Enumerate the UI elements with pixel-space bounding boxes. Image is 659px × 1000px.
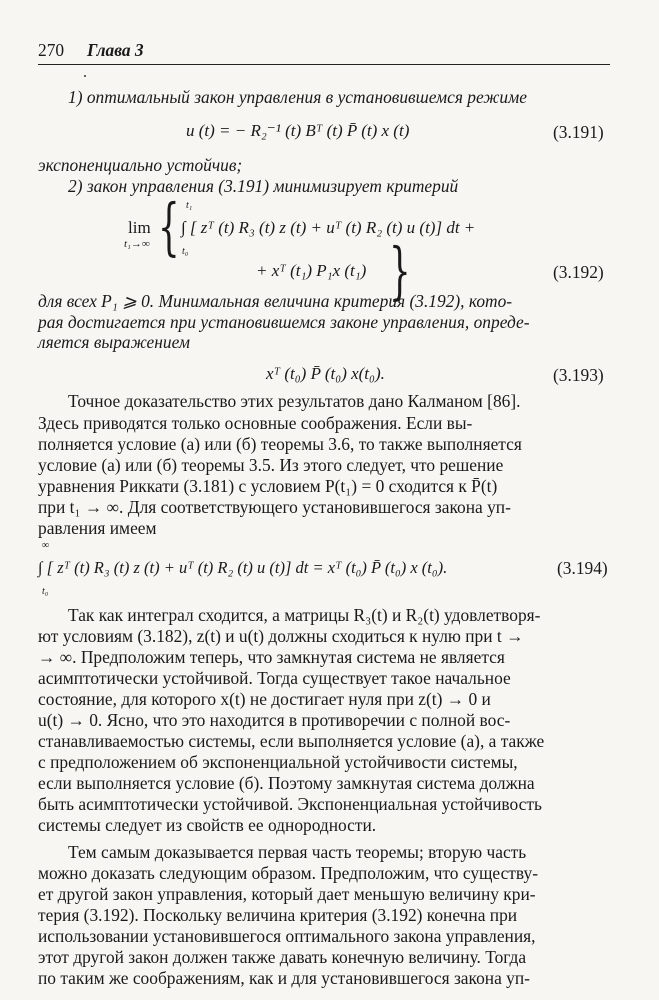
statement-2: 2) закон управления (3.191) минимизирует критерий bbox=[68, 176, 459, 196]
equation-3-191: u (t) = − R₂⁻¹ (t) Bᵀ (t) P̄ (t) x (t) bbox=[186, 121, 410, 140]
text-line: ет другой закон управления, который дает меньшую величину кри- bbox=[38, 884, 536, 904]
text-line: → ∞. Предположим теперь, что замкнутая система не является bbox=[38, 647, 505, 667]
text-line: этот другой закон должен также давать конечную величину. Тогда bbox=[38, 947, 527, 967]
chapter-title: Глава 3 bbox=[87, 40, 144, 60]
limit-subscript: t₁→∞ bbox=[124, 238, 150, 250]
equation-3-192-line1: ∫ [ zᵀ (t) R₃ (t) z (t) + uᵀ (t) R₂ (t) u (t)] dt + bbox=[181, 218, 476, 237]
integral-upper-limit: t₁ bbox=[186, 200, 193, 211]
text-line: равления имеем bbox=[38, 518, 157, 538]
equation-number-3-193: (3.193) bbox=[553, 365, 604, 385]
statement-1-cont: экспоненциально устойчив; bbox=[38, 155, 243, 175]
integral-lower-limit: t₀ bbox=[42, 586, 49, 597]
statement-2-cont-3: ляется выражением bbox=[38, 332, 190, 352]
text-line: если выполняется условие (б). Поэтому замкнутая система должна bbox=[38, 773, 535, 793]
text-line: условие (а) или (б) теоремы 3.5. Из этого следует, что решение bbox=[38, 455, 504, 475]
equation-number-3-191: (3.191) bbox=[553, 122, 604, 142]
right-brace: } bbox=[389, 234, 411, 307]
text-line: u(t) → 0. Ясно, что это находится в противоречии с полной вос- bbox=[38, 710, 511, 730]
left-brace: { bbox=[158, 190, 180, 263]
equation-number-3-192: (3.192) bbox=[553, 262, 604, 282]
limit-operator: lim bbox=[128, 218, 151, 237]
text-line: состояние, для которого x(t) не достигает нуля при z(t) → 0 и bbox=[38, 689, 491, 709]
text-line: асимптотически устойчивой. Тогда существует такое начальное bbox=[38, 668, 511, 688]
integral-lower-limit: t₀ bbox=[182, 246, 189, 257]
integral-upper-limit: ∞ bbox=[42, 540, 50, 551]
text-line: по таким же соображениям, как и для установившегося закона уп- bbox=[38, 968, 530, 988]
page-number: 270 bbox=[38, 40, 65, 60]
text-line: станавливаемостью системы, если выполняется условие (а), а также bbox=[38, 731, 545, 751]
text-line: быть асимптотически устойчивой. Экспоненциальная устойчивость bbox=[38, 794, 542, 814]
equation-3-193: xᵀ (t₀) P̄ (t₀) x(t₀). bbox=[266, 364, 385, 383]
text-line: терия (3.192). Поскольку величина критерия (3.192) конечна при bbox=[38, 905, 518, 925]
text-line: при t₁ → ∞. Для соответствующего установившегося закона уп- bbox=[38, 497, 511, 517]
header-rule bbox=[38, 64, 610, 65]
equation-3-194: ∫ [ zᵀ (t) R₃ (t) z (t) + uᵀ (t) R₂ (t) u (t)] dt = xᵀ (t₀) P̄ (t₀) x (t₀). bbox=[38, 558, 448, 577]
text-line: Здесь приводятся только основные соображения. Если вы- bbox=[38, 413, 473, 433]
text-line: можно доказать следующим образом. Предположим, что существу- bbox=[38, 863, 538, 883]
text-line: системы следует из свойств ее однородности. bbox=[38, 815, 377, 835]
text-line: использовании установившегося оптимального закона управления, bbox=[38, 926, 536, 946]
statement-2-cont-2: рая достигается при установившемся законе управления, опреде- bbox=[38, 312, 530, 332]
equation-number-3-194: (3.194) bbox=[557, 558, 608, 578]
text-line: Так как интеграл сходится, а матрицы R₃(t) и R₂(t) удовлетворя- bbox=[68, 605, 541, 625]
text-line: ют условиям (3.182), z(t) и u(t) должны сходиться к нулю при t → bbox=[38, 626, 524, 646]
statement-1: 1) оптимальный закон управления в установившемся режиме bbox=[68, 87, 527, 107]
text-line: с предположением об экспоненциальной устойчивости системы, bbox=[38, 752, 518, 772]
text-line: полняется условие (а) или (б) теоремы 3.6, то также выполняется bbox=[38, 434, 522, 454]
equation-3-192-line2: + xᵀ (t₁) P₁x (t₁) bbox=[256, 261, 367, 280]
text-line: Точное доказательство этих результатов дано Калманом [86]. bbox=[68, 391, 521, 411]
statement-2-cont-1: для всех P₁ ⩾ 0. Минимальная величина критерия (3.192), кото- bbox=[38, 291, 513, 311]
speck bbox=[84, 75, 86, 77]
text-line: Тем самым доказывается первая часть теоремы; вторую часть bbox=[68, 842, 527, 862]
text-line: уравнения Риккати (3.181) с условием P(t₁) = 0 сходится к P̄(t) bbox=[38, 476, 498, 496]
